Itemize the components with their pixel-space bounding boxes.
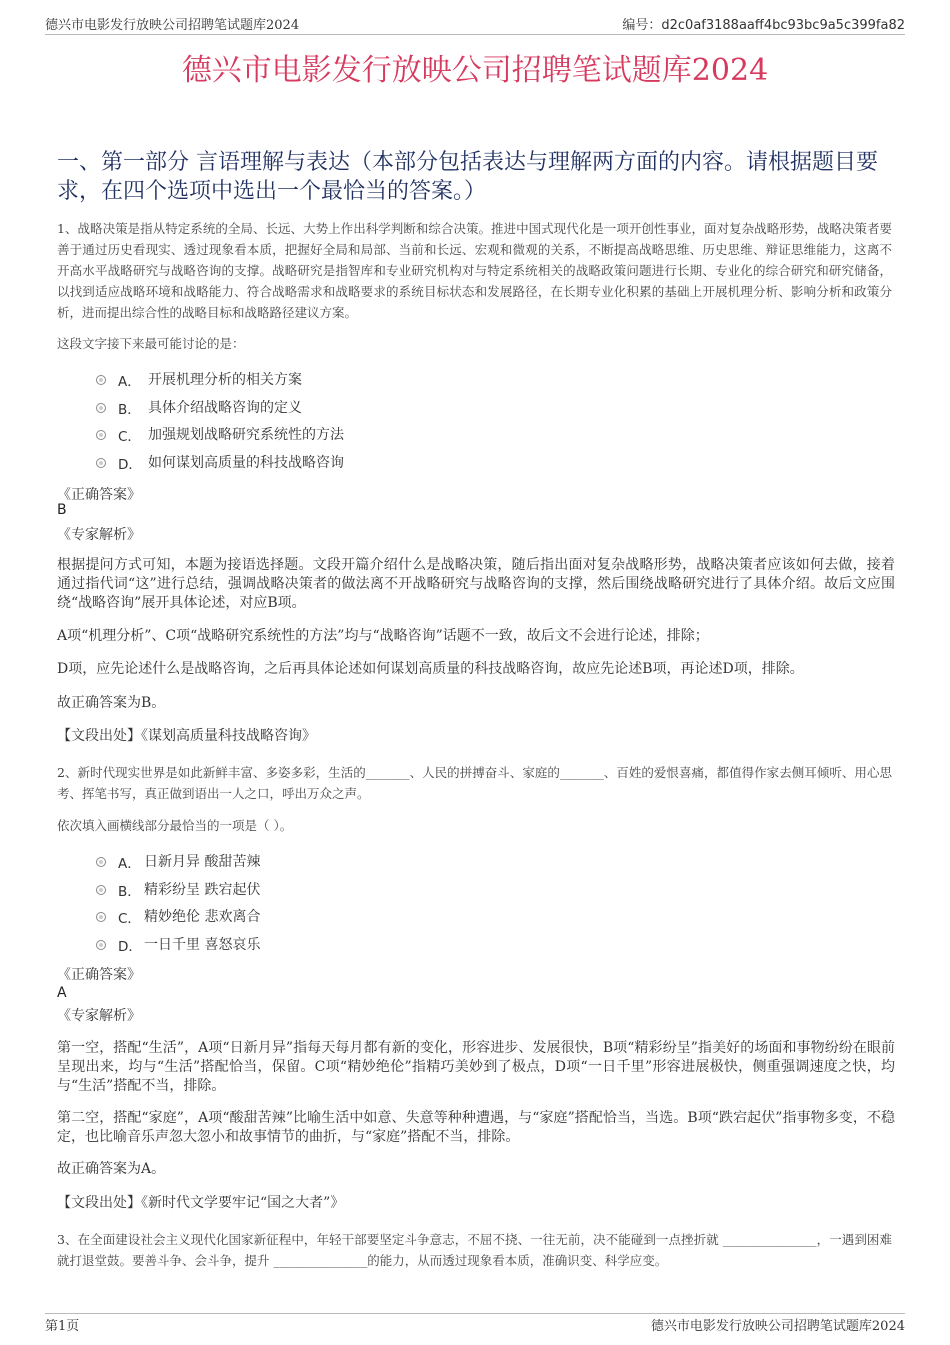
question-1-analysis-p1: 根据提问方式可知，本题为接语选择题。文段开篇介绍什么是战略决策，随后指出面对复杂战略形势，战略决策者应该如何去做，接着通过指代词“这”进行总结，强调战略决策者的做法离不开战略研究与战略咨询的支撑，然后围绕战略研究进行了具体介绍。故后文应围绕“战略咨询”展开具体论述，对应B项。: [57, 557, 895, 611]
question-2-analysis-p2: 第二空，搭配“家庭”，A项“酸甜苦辣”比喻生活中如意、失意等种种遭遇，与“家庭”搭配恰当，当选。B项“跌宕起伏”指事物多变，不稳定，也比喻音乐声忽大忽小和故事情节的曲折，与“家庭”搭配不当，排除。: [57, 1110, 895, 1145]
question-1-option-d[interactable]: [96, 452, 596, 480]
question-1-answer-label: 《正确答案》: [57, 487, 141, 503]
question-1-options: [96, 369, 596, 479]
section-heading: 一、第一部分 言语理解与表达（本部分包括表达与理解两方面的内容。请根据题目要求，在四个选项中选出一个最恰当的答案。）: [57, 150, 878, 204]
option-text: 精彩纷呈 跌宕起伏: [144, 881, 261, 898]
radio-icon[interactable]: [96, 885, 106, 895]
option-text: 具体介绍战略咨询的定义: [148, 399, 302, 416]
question-1-analysis-p2: A项“机理分析”、C项“战略研究系统性的方法”均与“战略咨询”话题不一致，故后文不会进行论述，排除；: [57, 628, 709, 644]
question-1-analysis-p4: 故正确答案为B。: [57, 695, 166, 711]
radio-icon[interactable]: [96, 912, 106, 922]
header-code: [622, 14, 905, 33]
header-title: 德兴市电影发行放映公司招聘笔试题库2024: [45, 18, 300, 33]
radio-icon[interactable]: [96, 430, 106, 440]
footer-title: 德兴市电影发行放映公司招聘笔试题库2024: [650, 1319, 905, 1334]
option-letter: B．: [118, 401, 141, 418]
question-1-stem: 1、战略决策是指从特定系统的全局、长远、大势上作出科学判断和综合决策。推进中国式现代化是一项开创性事业，面对复杂战略形势，战略决策者要善于通过历史看现实、透过现象看本质，把握好全局和局部、当前和长远、宏观和微观的关系，不断提高战略思维、历史思维、辩证思维能力，这离不开高水平战略研究与战略咨询的支撑。战略研究是指智库和专业研究机构对与特定系统相关的战略政策问题进行长期、专业化的综合研究和研究储备，以找到适应战略环境和战略能力、符合战略需求和战略要求的系统目标状态和发展路径，在长期专业化积累的基础上开展机理分析、影响分析和政策分析，进而提出综合性的战略目标和战略路径建议方案。: [57, 221, 892, 320]
option-letter: B．: [118, 883, 141, 900]
option-text: 日新月异 酸甜苦辣: [144, 854, 261, 870]
question-1-analysis-p3: D项，应先论述什么是战略咨询，之后再具体论述如何谋划高质量的科技战略咨询，故应先论述B项，再论述D项，排除。: [57, 661, 804, 677]
question-2-options: [96, 851, 596, 961]
question-2-option-b[interactable]: [96, 879, 596, 907]
header-code-label: 编号：: [622, 18, 662, 33]
question-1-prompt: 这段文字接下来最可能讨论的是：: [57, 336, 245, 351]
question-1-option-c[interactable]: [96, 424, 596, 452]
option-letter: D．: [118, 456, 142, 473]
question-1-option-a[interactable]: [96, 369, 596, 397]
option-letter: C．: [118, 911, 141, 927]
question-1-option-b[interactable]: [96, 397, 596, 425]
question-2-option-d[interactable]: [96, 934, 596, 962]
header-code-value: d2c0af3188aaff4bc93bc9a5c399fa82: [661, 18, 905, 33]
question-2-analysis-label: 《专家解析》: [57, 1008, 141, 1024]
question-3-stem: 3、在全面建设社会主义现代化国家新征程中，年轻干部要坚定斗争意志，不屈不挠、一往无前，决不能碰到一点挫折就 _______________，一遇到困难就打退堂鼓。要善斗争、会斗争，提升 _______________的能力，从而透过现象看本质，准确识变、科学应变。: [57, 1232, 892, 1268]
option-letter: C．: [118, 429, 141, 445]
question-2-analysis-p3: 故正确答案为A。: [57, 1161, 166, 1177]
option-letter: A．: [118, 374, 141, 390]
radio-icon[interactable]: [96, 403, 106, 413]
radio-icon[interactable]: [96, 940, 106, 950]
radio-icon[interactable]: [96, 458, 106, 468]
question-1-analysis-label: 《专家解析》: [57, 527, 141, 543]
question-2-option-c[interactable]: [96, 906, 596, 934]
question-2-source: 【文段出处】《新时代文学要牢记“国之大者”》: [57, 1195, 345, 1211]
footer-page-number: 第1页: [45, 1319, 80, 1334]
header-divider: [45, 34, 905, 35]
option-text: 加强规划战略研究系统性的方法: [148, 427, 344, 443]
radio-icon[interactable]: [96, 375, 106, 385]
question-2-option-a[interactable]: [96, 851, 596, 879]
footer-divider: [45, 1313, 905, 1314]
question-2-answer-label: 《正确答案》: [57, 967, 141, 983]
option-letter: A．: [118, 856, 141, 872]
option-text: 一日千里 喜怒哀乐: [144, 936, 261, 953]
option-text: 如何谋划高质量的科技战略咨询: [148, 454, 344, 471]
option-letter: D．: [118, 938, 142, 955]
radio-icon[interactable]: [96, 857, 106, 867]
question-1-answer: B: [57, 502, 67, 518]
question-2-stem: 2、新时代现实世界是如此新鲜丰富、多姿多彩，生活的_______、人民的拼搏奋斗、家庭的_______、百姓的爱恨喜痛，都值得作家去侧耳倾听、用心思考、挥笔书写，真正做到语出一人之口，呼出万众之声。: [57, 765, 892, 801]
question-1-source: 【文段出处】《谋划高质量科技战略咨询》: [57, 728, 316, 744]
document-title: 德兴市电影发行放映公司招聘笔试题库2024: [181, 53, 769, 88]
option-text: 精妙绝伦 悲欢离合: [144, 909, 261, 925]
option-text: 开展机理分析的相关方案: [148, 372, 302, 388]
question-2-analysis-p1: 第一空，搭配“生活”，A项“日新月异”指每天每月都有新的变化，形容进步、发展很快，B项“精彩纷呈”指美好的场面和事物纷纷在眼前呈现出来，均与“生活”搭配恰当，保留。C项“精妙绝伦”指精巧美妙到了极点，D项“一日千里”形容进展极快，侧重强调速度之快，均与“生活”搭配不当，排除。: [57, 1040, 895, 1094]
question-2-prompt: 依次填入画横线部分最恰当的一项是（ ）。: [57, 818, 293, 833]
question-2-answer: A: [57, 985, 67, 1001]
